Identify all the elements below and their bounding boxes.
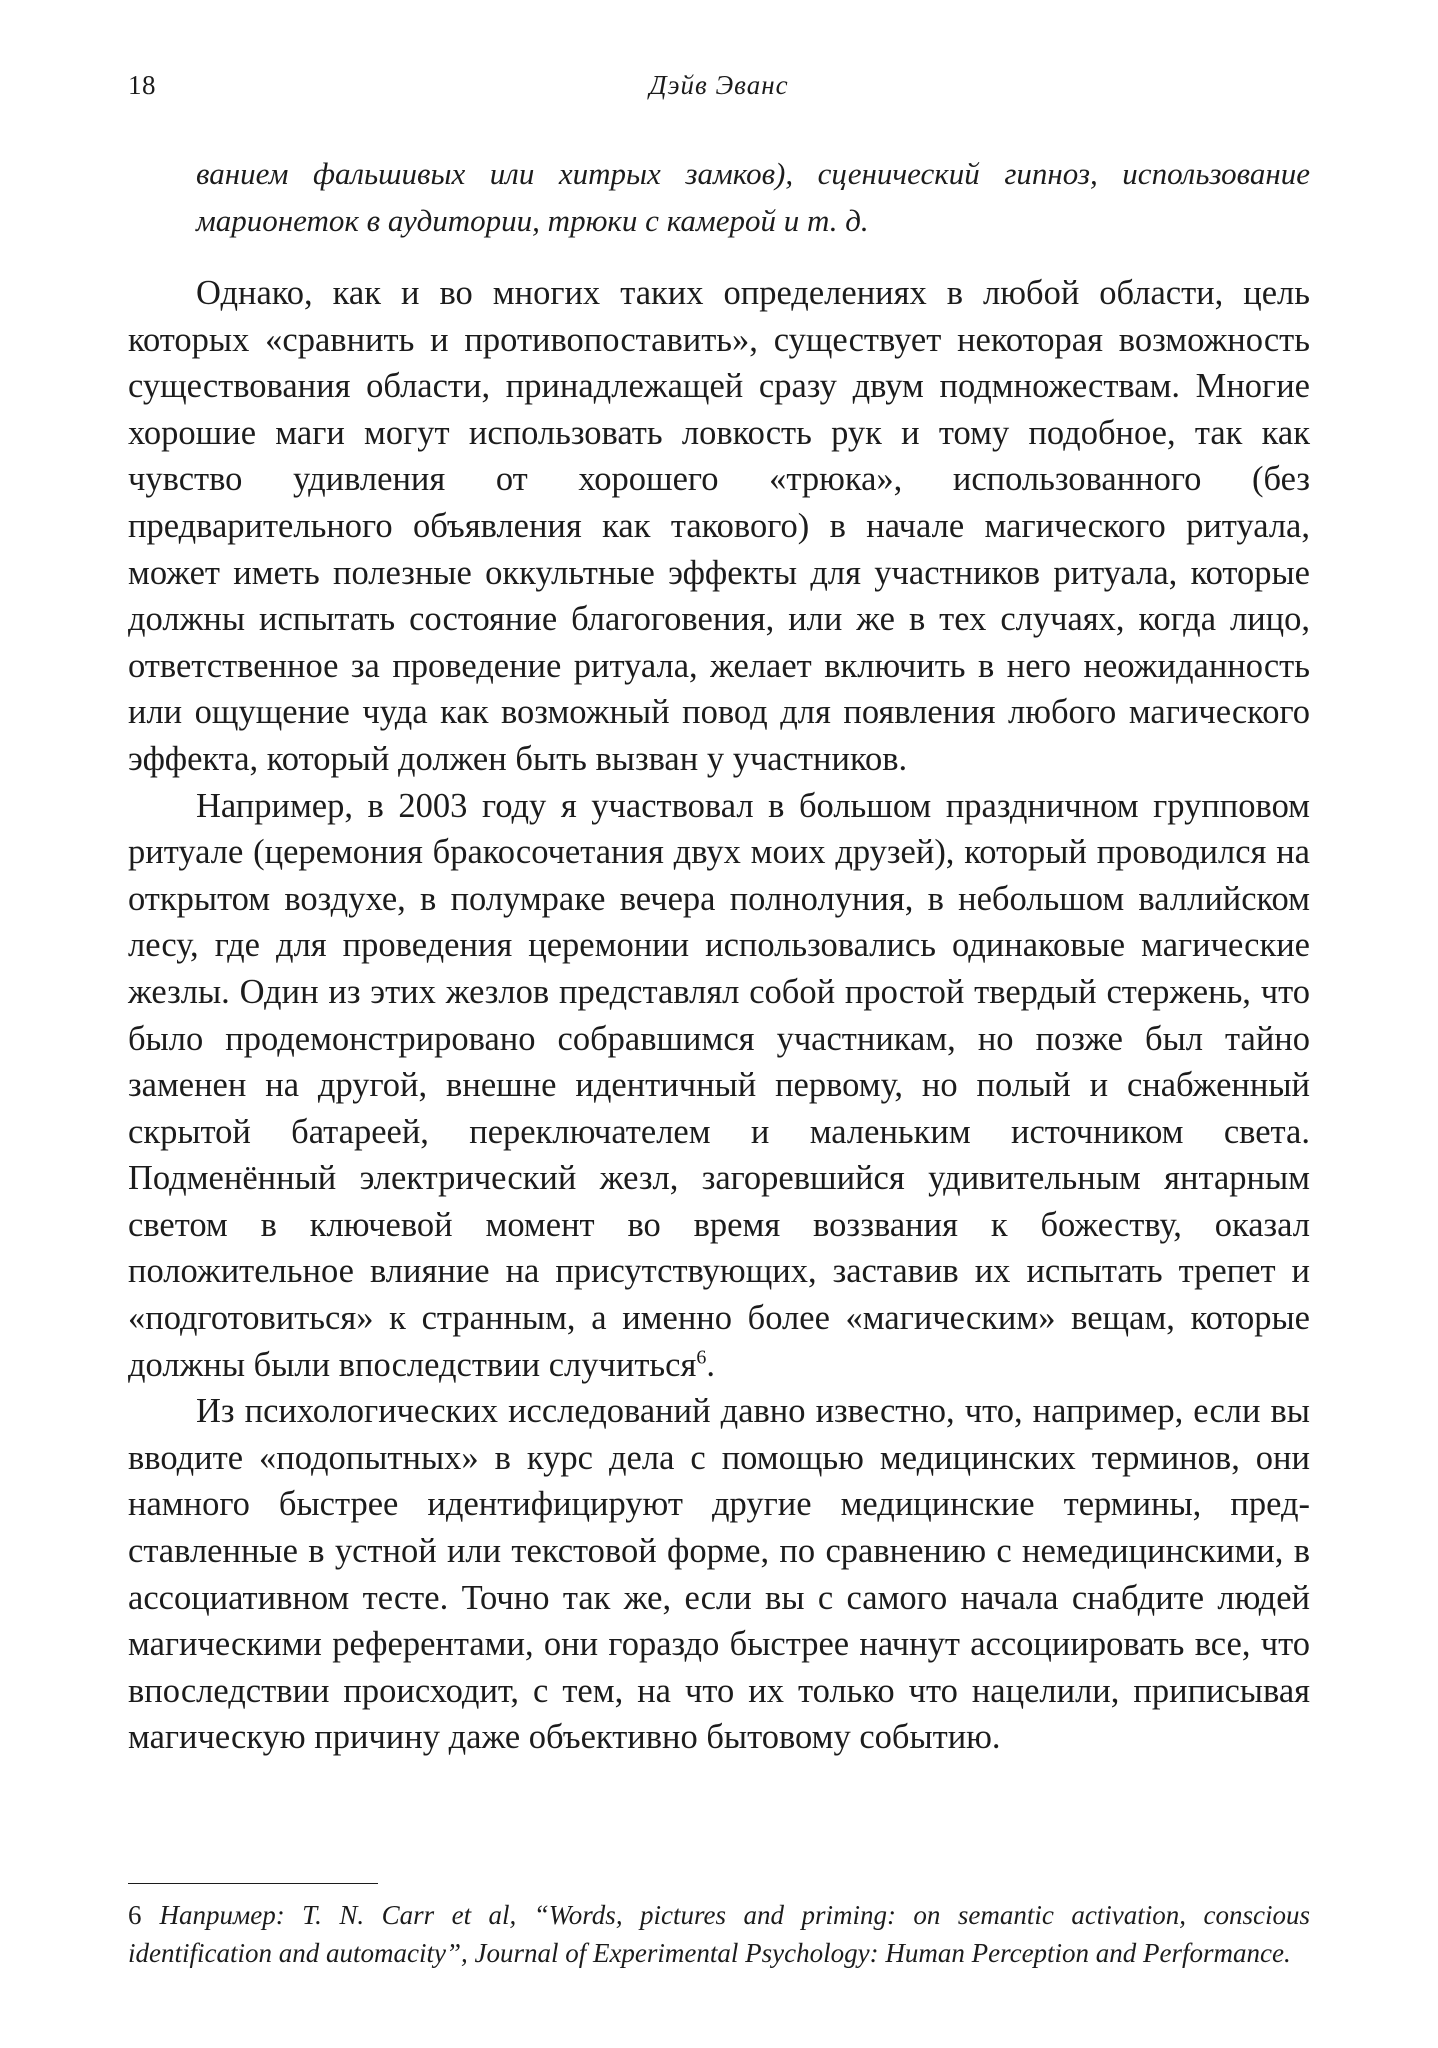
footnote-reference[interactable]: 6 [696, 1346, 707, 1369]
running-head: Дэйв Эванс [649, 70, 789, 100]
body-text [128, 150, 1310, 1761]
paragraph-1-text: Однако, как и во многих таких определениях в любой области, цель которых «сравнить и противопоставить», существует некоторая возможность существования области, принадлежащей сразу двум подмножествам. Многие хорошие маги могут использовать ловкость рук и тому подобное, так как чувство удивления от хорошего «трюка», использованного (без предварительного объявления как такового) в начале магического ритуала, может иметь полезные оккультные эффекты для участников ритуала, которые должны испытать состояние благоговения, или же в тех случаях, когда лицо, ответственное за проведение ритуала, желает включить в него неожиданность или ощущение чуда как возможный повод для появления любого магического эффекта, который должен быть вызван у участников. [128, 274, 1310, 778]
paragraph-2 [128, 783, 1310, 1389]
footnote-text: Например: T. N. Carr et al, “Words, pictures and priming: on semantic activation, conscious identification and automacity”, Journal of Experimental Psychology: Human Perception and Performance. [128, 1900, 1310, 1968]
footnote [128, 1896, 1310, 1972]
paragraph-2-tail: . [706, 1345, 715, 1384]
page-number: 18 [128, 70, 156, 100]
paragraph-1 [128, 270, 1310, 783]
footnote-divider [128, 1883, 378, 1884]
page-header [128, 70, 1310, 110]
paragraph-2-text: Например, в 2003 году я участвовал в большом праздничном групповом ритуале (церемония бракосочетания двух моих друзей), который проводился на открытом воздухе, в полумраке вечера полнолуния, в небольшом валлийском лесу, где для проведения церемонии использовались одинаковые магические жезлы. Один из этих жезлов представлял собой простой твердый стержень, что было продемонстрировано собравшимся участникам, но позже был тайно заменен на другой, внешне идентичный первому, но полый и снабженный скрытой батареей, переключателем и маленьким источником света. Подменённый электрический жезл, загоревшийся удивительным янтарным светом в ключевой момент во время воззвания к божеству, оказал положительное влияние на присутствующих, заставив их испытать трепет и «подготовиться» к странным, а именно более «магическим» вещам, которые должны были впоследствии случиться [128, 786, 1310, 1384]
paragraph-3-text: Из психологических исследований давно известно, что, например, если вы вводите «подопытных» в курс дела с помощью медицинских терминов, они намного быстрее идентифицируют другие медицинские термины, представленные в устной или текстовой форме, по сравнению с немедицинскими, в ассоциативном тесте. Точно так же, если вы с самого начала снабдите людей магическими референтами, они гораздо быстрее начнут ассоциировать все, что впоследствии происходит, с тем, на что их только что нацелили, приписывая магическую причину даже объективно бытовому событию. [128, 1392, 1310, 1757]
paragraph-3 [128, 1388, 1310, 1761]
footnote-number: 6 [128, 1900, 142, 1930]
intro-continuation: ванием фальшивых или хитрых замков), сценический гипноз, использование марионеток в аудитории, трюки с камерой и т. д. [196, 156, 1310, 238]
